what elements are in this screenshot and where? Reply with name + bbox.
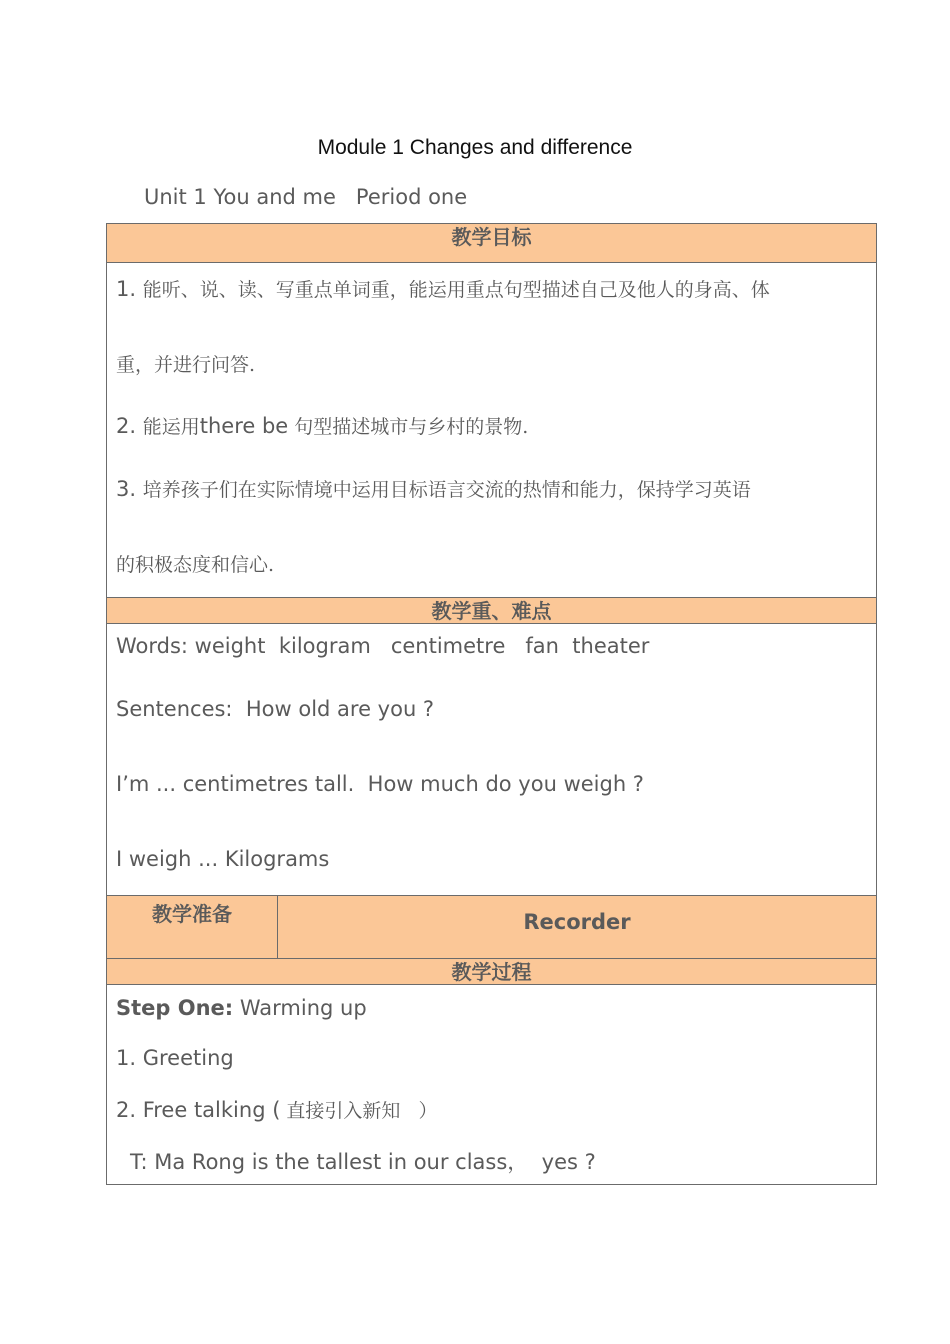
objective-1-line-b: 重，并进行问答. bbox=[116, 354, 256, 376]
preparation-value: Recorder bbox=[523, 910, 631, 934]
document-title: Module 1 Changes and difference bbox=[317, 136, 633, 159]
preparation-label: 教学准备 bbox=[107, 896, 278, 958]
teacher-dialog: T: Ma Rong is the tallest in our class， yes ? bbox=[130, 1150, 596, 1174]
preparation-row bbox=[107, 896, 876, 959]
objective-3-line-a: 3. 培养孩子们在实际情境中运用目标语言交流的热情和能力，保持学习英语 bbox=[116, 477, 751, 501]
objective-1-line-a: 1. 能听、说、读、写重点单词重，能运用重点句型描述自己及他人的身高、体 bbox=[116, 277, 770, 301]
key-words: Words: weight kilogram centimetre fan theater bbox=[116, 634, 650, 658]
document-subtitle: Unit 1 You and me Period one bbox=[144, 185, 468, 209]
key-sentences: Sentences: How old are you ? bbox=[116, 697, 435, 721]
key-sentence-weight: I weigh ... Kilograms bbox=[116, 847, 330, 871]
key-sentence-height: I’m ... centimetres tall. How much do you weigh ? bbox=[116, 772, 644, 796]
process-item-greeting: 1. Greeting bbox=[116, 1046, 234, 1070]
objective-2: 2. 能运用there be 句型描述城市与乡村的景物. bbox=[116, 414, 529, 438]
objectives-header: 教学目标 bbox=[107, 224, 876, 263]
objectives-cell bbox=[107, 263, 876, 598]
process-item-free-talking: 2. Free talking ( 直接引入新知 ） bbox=[116, 1098, 438, 1122]
key-points-cell bbox=[107, 624, 876, 896]
objective-3-line-b: 的积极态度和信心. bbox=[116, 554, 275, 576]
lesson-plan-table bbox=[106, 223, 877, 1185]
key-points-header: 教学重、难点 bbox=[107, 598, 876, 624]
process-cell bbox=[107, 985, 876, 1184]
process-header: 教学过程 bbox=[107, 959, 876, 985]
step-one: Step One: Warming up bbox=[116, 996, 367, 1020]
